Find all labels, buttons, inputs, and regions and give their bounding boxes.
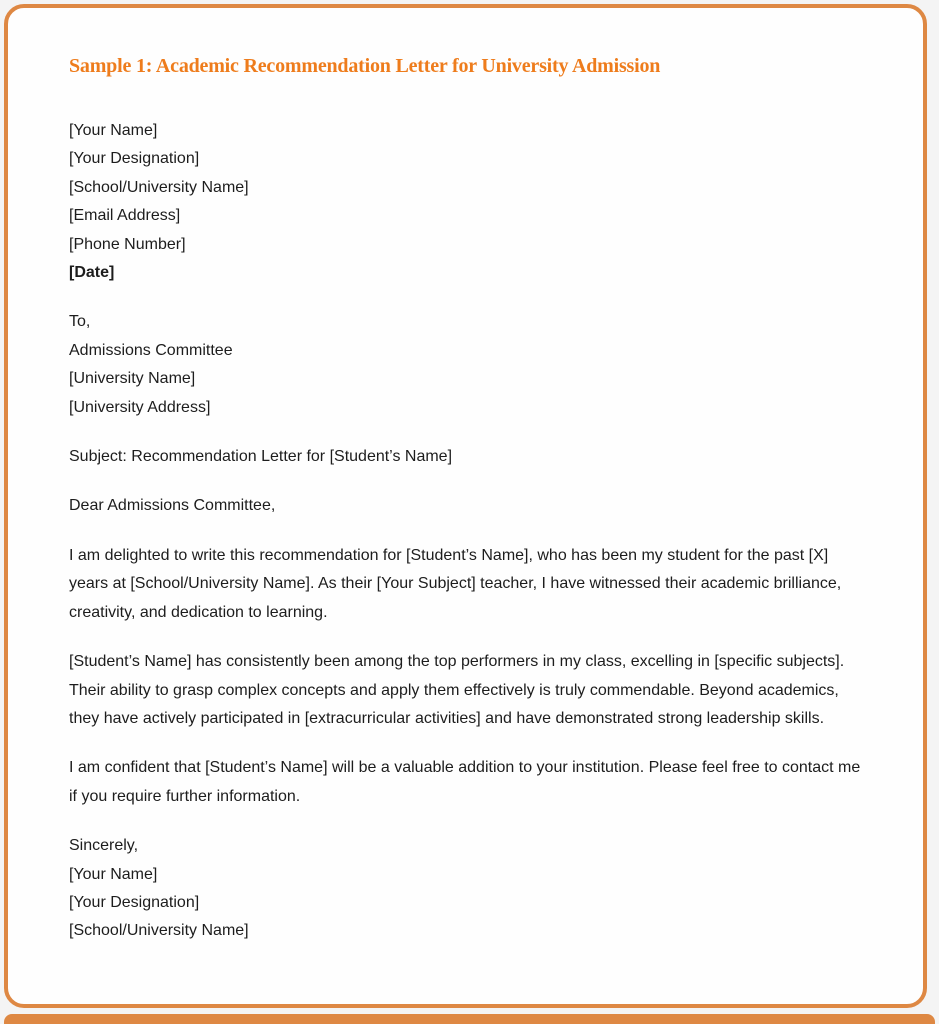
closing-line: Sincerely, <box>69 837 139 855</box>
recipient-block <box>69 308 867 422</box>
sender-line: [Your Designation] <box>69 150 200 168</box>
closing-block <box>69 832 867 946</box>
letter-paragraph: [Student’s Name] has consistently been among the top performers in my class, excelling in [specific subjects]. Their ability to grasp complex concepts and apply them effectively is truly commendable. Beyond academics, they have actively participated in [extracurricular activities] and have demonstrated strong leadership skills. <box>69 653 845 727</box>
sample-letter-card <box>4 4 927 1008</box>
sample-letter-title: Sample 1: Academic Recommendation Letter for University Admission <box>69 55 661 77</box>
closing-line: [School/University Name] <box>69 922 249 940</box>
subject-line: Subject: Recommendation Letter for [Student’s Name] <box>69 448 453 466</box>
recipient-line: Admissions Committee <box>69 341 233 359</box>
recipient-line: [University Name] <box>69 370 196 388</box>
letter-paragraph: I am confident that [Student’s Name] will be a valuable addition to your institution. Please feel free to contact me if you require further information. <box>69 759 861 805</box>
sender-line: [School/University Name] <box>69 178 249 196</box>
letter-body <box>69 542 867 811</box>
sender-line: [Your Name] <box>69 122 158 139</box>
sender-block <box>69 117 867 287</box>
greeting-line: Dear Admissions Committee, <box>69 497 276 515</box>
sender-line: [Email Address] <box>69 207 181 225</box>
sender-lines <box>69 117 867 259</box>
sender-line: [Phone Number] <box>69 235 186 253</box>
recipient-line: [University Address] <box>69 398 211 416</box>
date-line: [Date] <box>69 264 115 282</box>
closing-line: [Your Designation] <box>69 893 200 911</box>
recipient-line: To, <box>69 313 91 331</box>
closing-line: [Your Name] <box>69 865 158 883</box>
letter-paragraph: I am delighted to write this recommendation for [Student’s Name], who has been my student for the past [X] years at [School/University Name]. As their [Your Subject] teacher, I have witnessed their academic brilliance, creativity, and dedication to learning. <box>69 546 842 621</box>
next-card-top-border <box>4 1014 935 1024</box>
sample-letter-content <box>8 8 923 946</box>
